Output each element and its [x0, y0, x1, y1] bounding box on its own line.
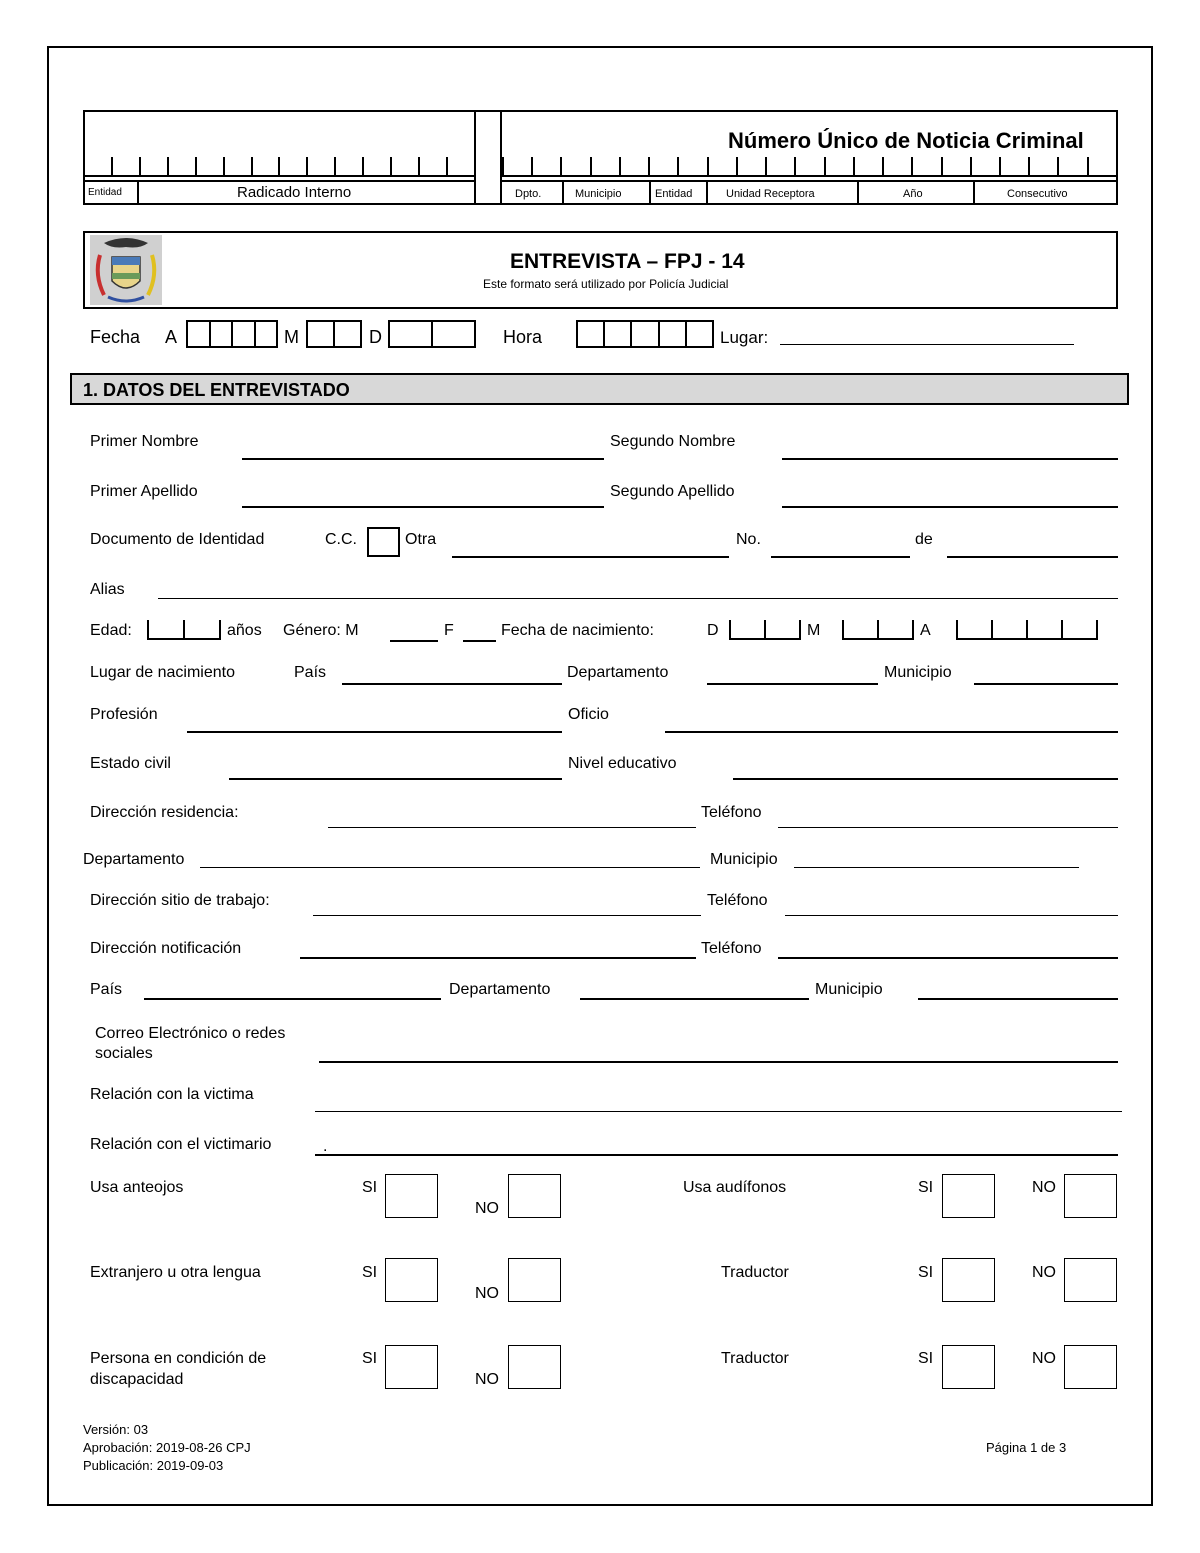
audifonos-si-checkbox[interactable] [942, 1174, 995, 1218]
municipio-label: Municipio [575, 188, 622, 200]
anio-label: Año [903, 188, 923, 200]
nivel-educativo-label: Nivel educativo [568, 755, 677, 772]
dir-trabajo-input[interactable] [313, 915, 701, 916]
audifonos-si-label: SI [918, 1179, 934, 1196]
lugar-input[interactable] [780, 344, 1074, 345]
fecha-dia-cells[interactable] [388, 320, 476, 348]
hora-cells[interactable] [576, 320, 714, 348]
fecha-a-label: A [165, 327, 178, 347]
nac-anio-cells[interactable] [956, 620, 1098, 640]
nivel-educativo-input[interactable] [733, 778, 1118, 780]
rel-victimario-input[interactable] [315, 1154, 1118, 1156]
audifonos-no-checkbox[interactable] [1064, 1174, 1117, 1218]
consecutivo-label: Consecutivo [1007, 188, 1068, 200]
depto-nac-label: Departamento [567, 664, 669, 681]
rel-victimario-label: Relación con el victimario [90, 1136, 272, 1153]
fecha-m-label: M [284, 327, 299, 347]
anteojos-label: Usa anteojos [90, 1179, 184, 1196]
nunc-cells[interactable] [502, 157, 1118, 177]
documento-no-label: No. [736, 531, 761, 548]
anos-label: años [227, 622, 262, 639]
discapacidad-label-1: Persona en condición de [90, 1350, 267, 1367]
extranjero-si-checkbox[interactable] [385, 1258, 438, 1302]
traductor-2-label: Traductor [721, 1350, 789, 1367]
primer-apellido-input[interactable] [242, 506, 604, 508]
documento-de-input[interactable] [947, 556, 1118, 558]
estado-civil-input[interactable] [229, 778, 562, 780]
discapacidad-no-label: NO [475, 1371, 499, 1388]
dir-notificacion-input[interactable] [300, 957, 696, 959]
discapacidad-si-label: SI [362, 1350, 378, 1367]
telefono-residencia-input[interactable] [778, 827, 1118, 828]
genero-m-input[interactable] [390, 640, 438, 642]
extranjero-no-label: NO [475, 1285, 499, 1302]
nunc-title: Número Único de Noticia Criminal [728, 128, 1084, 153]
genero-m-label: Género: M [283, 622, 359, 639]
extranjero-si-label: SI [362, 1264, 378, 1281]
traductor-no-label: NO [1032, 1264, 1056, 1281]
estado-civil-label: Estado civil [90, 755, 171, 772]
discapacidad-no-checkbox[interactable] [508, 1345, 561, 1389]
traductor-label: Traductor [721, 1264, 789, 1281]
dir-residencia-label: Dirección residencia: [90, 804, 239, 821]
municipio-notif-input[interactable] [918, 998, 1118, 1000]
departamento-label: Departamento [83, 851, 185, 868]
correo-input[interactable] [319, 1061, 1118, 1063]
fecha-label: Fecha [90, 327, 141, 347]
depto-nac-input[interactable] [707, 683, 878, 685]
traductor-2-no-checkbox[interactable] [1064, 1345, 1117, 1389]
correo-label-1: Correo Electrónico o redes [95, 1025, 286, 1042]
alias-label: Alias [90, 581, 125, 598]
lugar-nacimiento-label: Lugar de nacimiento [90, 664, 235, 681]
segundo-nombre-input[interactable] [782, 458, 1118, 460]
departamento-notif-label: Departamento [449, 981, 551, 998]
primer-nombre-input[interactable] [242, 458, 604, 460]
rel-victima-label: Relación con la victima [90, 1086, 254, 1103]
municipio-label: Municipio [710, 851, 778, 868]
extranjero-no-checkbox[interactable] [508, 1258, 561, 1302]
oficio-label: Oficio [568, 706, 609, 723]
departamento-input[interactable] [200, 867, 700, 868]
municipio-nac-input[interactable] [974, 683, 1118, 685]
fecha-anio-cells[interactable] [186, 320, 278, 348]
segundo-apellido-label: Segundo Apellido [610, 483, 735, 500]
anteojos-si-checkbox[interactable] [385, 1174, 438, 1218]
nac-mes-cells[interactable] [842, 620, 914, 640]
rel-victima-input[interactable] [315, 1111, 1122, 1112]
pais-nac-label: País [294, 664, 327, 681]
telefono-notificacion-label: Teléfono [701, 940, 762, 957]
cc-checkbox[interactable] [367, 527, 400, 557]
unidad-label: Unidad Receptora [726, 188, 815, 200]
documento-no-input[interactable] [771, 556, 910, 558]
telefono-trabajo-input[interactable] [785, 915, 1118, 916]
alias-input[interactable] [158, 598, 1118, 599]
entidad-label: Entidad [88, 187, 122, 198]
rel-victimario-mark: . [323, 1138, 328, 1155]
edad-cells[interactable] [147, 620, 221, 640]
nac-a-label: A [920, 622, 931, 639]
nac-dia-cells[interactable] [729, 620, 801, 640]
telefono-notificacion-input[interactable] [778, 957, 1118, 959]
dir-trabajo-label: Dirección sitio de trabajo: [90, 892, 270, 909]
primer-nombre-label: Primer Nombre [90, 433, 199, 450]
discapacidad-si-checkbox[interactable] [385, 1345, 438, 1389]
pais-input[interactable] [144, 998, 441, 1000]
radicado-label: Radicado Interno [237, 184, 352, 201]
municipio-notif-label: Municipio [815, 981, 883, 998]
radicado-cells[interactable] [83, 157, 476, 177]
cc-label: C.C. [325, 531, 357, 548]
footer-version: Versión: 03 [83, 1422, 149, 1437]
form-title: ENTREVISTA – FPJ - 14 [510, 250, 745, 273]
form-subtitle: Este formato será utilizado por Policía Judicial [483, 277, 729, 291]
nac-d-label: D [707, 622, 719, 639]
anteojos-no-label: NO [475, 1200, 499, 1217]
documento-de-label: de [915, 531, 933, 548]
dir-notificacion-label: Dirección notificación [90, 940, 242, 957]
traductor-no-checkbox[interactable] [1064, 1258, 1117, 1302]
coat-of-arms-icon [90, 235, 162, 305]
section-title: 1. DATOS DEL ENTREVISTADO [83, 380, 350, 400]
genero-f-label: F [444, 622, 454, 639]
correo-label-2: sociales [95, 1045, 153, 1062]
traductor-2-si-label: SI [918, 1350, 934, 1367]
footer-page-number: Página 1 de 3 [986, 1440, 1067, 1455]
hora-label: Hora [503, 327, 543, 347]
audifonos-no-label: NO [1032, 1179, 1056, 1196]
traductor-2-si-checkbox[interactable] [942, 1345, 995, 1389]
edad-label: Edad: [90, 622, 132, 639]
lugar-label: Lugar: [720, 328, 769, 347]
pais-nac-input[interactable] [342, 683, 562, 685]
profesion-input[interactable] [187, 731, 562, 733]
anteojos-no-checkbox[interactable] [508, 1174, 561, 1218]
otra-label: Otra [405, 531, 437, 548]
municipio-input[interactable] [794, 867, 1079, 868]
segundo-nombre-label: Segundo Nombre [610, 433, 736, 450]
entidad-nunc-label: Entidad [655, 188, 693, 200]
traductor-si-label: SI [918, 1264, 934, 1281]
traductor-2-no-label: NO [1032, 1350, 1056, 1367]
departamento-notif-input[interactable] [580, 998, 809, 1000]
fecha-mes-cells[interactable] [306, 320, 362, 348]
traductor-si-checkbox[interactable] [942, 1258, 995, 1302]
documento-label: Documento de Identidad [90, 531, 265, 548]
footer-aprobacion: Aprobación: 2019-08-26 CPJ [83, 1440, 251, 1455]
dir-residencia-input[interactable] [328, 827, 696, 828]
segundo-apellido-input[interactable] [782, 506, 1118, 508]
otra-input[interactable] [452, 556, 729, 558]
extranjero-label: Extranjero u otra lengua [90, 1264, 261, 1281]
genero-f-input[interactable] [463, 640, 496, 642]
fecha-nacimiento-label: Fecha de nacimiento: [501, 622, 654, 639]
telefono-residencia-label: Teléfono [701, 804, 762, 821]
municipio-nac-label: Municipio [884, 664, 952, 681]
discapacidad-label-2: discapacidad [90, 1371, 184, 1388]
oficio-input[interactable] [665, 731, 1118, 733]
profesion-label: Profesión [90, 706, 158, 723]
dpto-label: Dpto. [515, 188, 542, 200]
pais-label: País [90, 981, 123, 998]
fecha-d-label: D [369, 327, 382, 347]
anteojos-si-label: SI [362, 1179, 378, 1196]
audifonos-label: Usa audífonos [683, 1179, 787, 1196]
telefono-trabajo-label: Teléfono [707, 892, 768, 909]
primer-apellido-label: Primer Apellido [90, 483, 198, 500]
nac-m-label: M [807, 622, 821, 639]
footer-publicacion: Publicación: 2019-09-03 [83, 1458, 224, 1473]
